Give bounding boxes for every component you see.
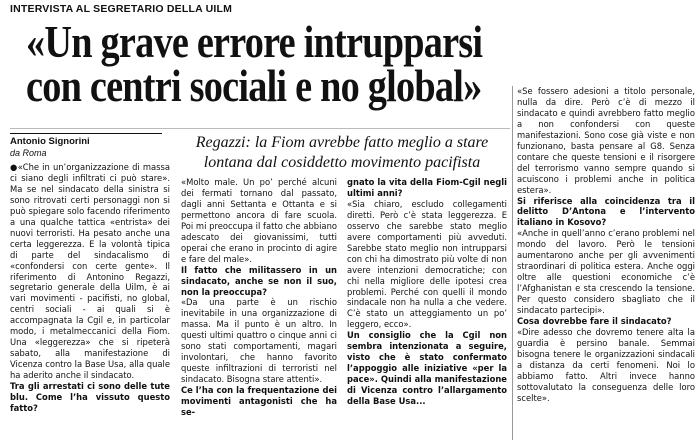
- body-paragraph: «Dire adesso che dovremo tenere alta la guardia è persino banale. Semmai bisogna tenere le organizzazioni sindacali a distanza da certi fenomeni. Noi lo abbiamo fatto. Altri invece hanno sottovalutato la conseguenza delle loro scelte».: [517, 326, 695, 403]
- interview-question: Cosa dovrebbe fare il sindacato?: [517, 316, 672, 327]
- author-name: Antonio Signorini: [10, 133, 162, 147]
- body-paragraph: «Da una parte è un rischio inevitabile in una organizzazione di massa. Ma il punto è un altro. In questi ultimi quattro o cinque anni ci sono stati comportamenti, magari involontari, che hanno favorito queste infiltrazioni di terroristi nel sindacato. Bisogna stare attenti».: [181, 297, 337, 385]
- article-subheadline: Regazzi: la Fiom avrebbe fatto meglio a stare lontana dal cosiddetto movimento pacifista: [195, 134, 489, 171]
- interview-question: Ce l’ha con la frequentazione dei movimenti antagonisti che ha se-: [181, 385, 337, 418]
- interview-question: Si riferisce alla coincidenza tra il delitto D’Antona e l’intervento italiano in Kosovo?: [517, 195, 695, 228]
- dateline: da Roma: [10, 148, 47, 158]
- article-column-4: [517, 86, 695, 440]
- article-kicker: INTERVISTA AL SEGRETARIO DELLA UILM: [10, 3, 233, 15]
- body-paragraph: «Molto male. Un po’ perché alcuni dei fermati tornano dal passato, dagli anni Settanta e Ottanta e si permettono ancora di fare scuola. Poi mi preoccupa il fatto che abbiano adescato dei giovanissimi, tutti operai che erano in procinto di agire e fare del male».: [181, 177, 337, 264]
- article-column-3: [347, 177, 507, 440]
- interview-question: Un consiglio che la Cgil non sembra intenzionata a seguire, visto che è stato confermato l’appoggio alle iniziative «per la pace». Quindi alla manifestazione di Vicenza contro l’allargamento della Base Usa...: [347, 330, 507, 407]
- body-paragraph: ●«Che in un’organizzazione di massa ci siano degli infiltrati ci può stare». Ma se nel sindacato della sinistra si sono ritrovati certi personaggi non si può spiegare solo facendo riferimento a una qualche tattica «entrista» dei nuovi terroristi. Ha pesato anche una certa leggerezza. E la volontà tipica di parte del sindacalismo di «confondersi con certe gente». Il riferimento di Antonino Regazzi, segretario generale della Uilm, è ai vari movimenti - pacifisti, no global, centri sociali - ai quali si è accompagnata la Cgil e, in particolar modo, i metalmeccanici della Fiom. Una «leggerezza» che si ripeterà sabato, alla manifestazione di Vicenza contro la Base Usa, alla quale ha aderito anche il sindacato.: [10, 162, 170, 381]
- interview-question: gnato la vita della Fiom-Cgil negli ultimi anni?: [347, 177, 507, 198]
- body-paragraph: «Anche in quell’anno c’erano problemi nel mondo del lavoro. Però le tensioni aumentarono anche per gli avvenimenti straordinari di politica estera. Anche oggi oltre alle questioni economiche c’è l’Afghanistan e sta crescendo la tensione. Per questo considero sbagliato che il sindacato partecipi».: [517, 228, 695, 316]
- article-column-2: [181, 177, 337, 440]
- article-column-1: [10, 162, 170, 440]
- body-paragraph: «Se fossero adesioni a titolo personale, nulla da dire. Però c’è di mezzo il sindacato e quindi avrebbero fatto meglio a non confondersi con queste manifestazioni. Sono cose già viste e non funzionano, basta pensare al G8. Senza contare che queste tensioni e il risorgere del terrorismo vanno sempre quando si acuiscono i problemi anche in politica estera».: [517, 86, 695, 195]
- body-paragraph: «Sia chiaro, escludo collegamenti diretti. Però c’è stata leggerezza. E osservo che sarebbe stato meglio avere comportamenti più avveduti. Sarebbe stato meglio non intrupparsi con chi ha dimostrato più volte di non avere intenzioni democratiche; con chi nella migliore delle ipotesi crea problemi. Perché con quelli il mondo sindacale non ha nulla a che vedere. C’è stato un atteggiamento un po’ leggero, ecco».: [347, 198, 507, 330]
- interview-question: Il fatto che militassero in un sindacato, anche se non il suo, non la preoccupa?: [181, 264, 337, 297]
- headline-line-1: «Un grave errore intrupparsi: [26, 17, 483, 67]
- headline-rule: [10, 128, 510, 129]
- column-divider: [512, 86, 513, 440]
- headline-line-2: con centri sociali e no global»: [26, 61, 482, 111]
- interview-question: Tra gli arrestati ci sono delle tute blu. Come l’ha vissuto questo fatto?: [10, 381, 170, 413]
- byline: [10, 133, 162, 158]
